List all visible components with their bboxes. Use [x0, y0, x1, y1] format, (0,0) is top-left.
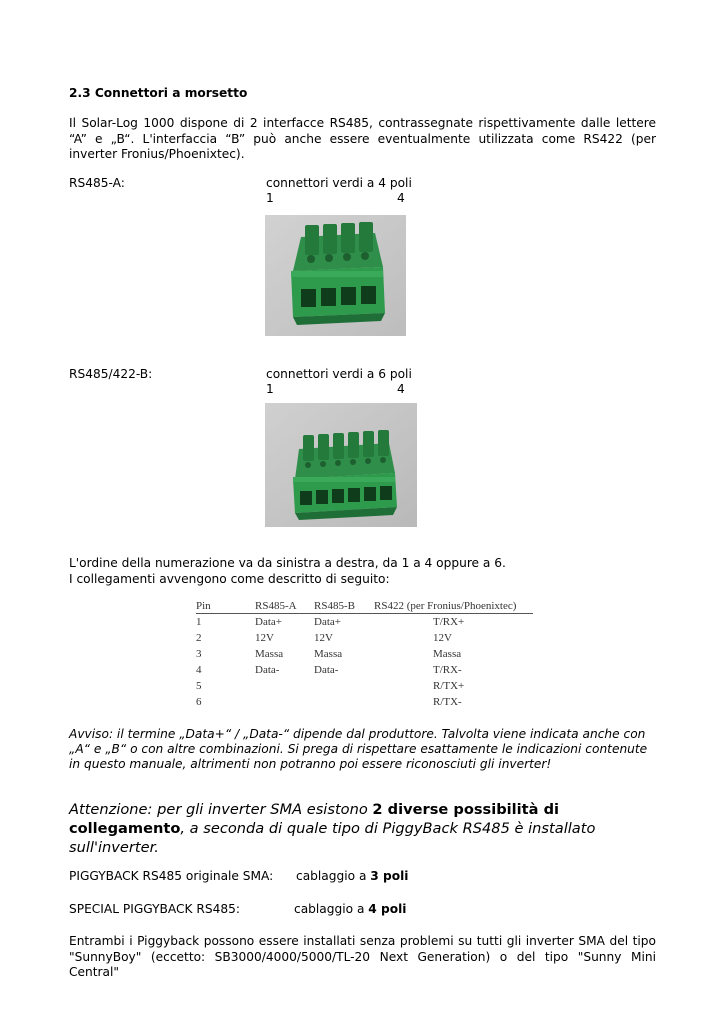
attention-bold-2: collegamento	[69, 820, 181, 837]
connector-a-photo	[265, 215, 406, 336]
table-cell: T/RX+	[433, 616, 465, 628]
table-cell: 12V	[433, 632, 452, 644]
piggyback-special-label: SPECIAL PIGGYBACK RS485:	[69, 902, 240, 916]
warning-line-3: in questo manuale, altrimenti non potranno poi essere riconosciuti gli inverter!	[69, 757, 552, 771]
table-cell: Data-	[255, 664, 280, 676]
table-cell: 4	[196, 664, 202, 676]
table-cell: Data-	[314, 664, 339, 676]
table-cell: Massa	[255, 648, 284, 660]
numbering-note: L'ordine della numerazione va da sinistra a destra, da 1 a 4 oppure a 6.	[69, 556, 506, 570]
piggyback-special-prefix: cablaggio a	[294, 902, 369, 916]
table-cell: Massa	[433, 648, 462, 660]
closing-paragraph: Entrambi i Piggyback possono essere installati senza problemi su tutti gli inverter SMA del tipo "SunnyBoy" (eccetto: SB3000/4000/5000/TL-20 Next Generation) o del tipo "Sunny Mini Central"	[69, 934, 656, 979]
table-row	[196, 616, 536, 632]
table-row	[196, 664, 536, 680]
piggyback-special-wiring	[294, 902, 406, 918]
connector-a-description: connettori verdi a 4 poli	[266, 176, 412, 190]
connector-a-pin-first: 1	[266, 191, 274, 205]
warning-line-2: „A“ e „B“ o con altre combinazioni. Si prega di rispettare esattamente le indicazioni contenute	[69, 742, 648, 756]
table-cell: 1	[196, 616, 202, 628]
connector-b-pin-last: 4	[397, 382, 405, 396]
connector-a-label: RS485-A:	[69, 176, 125, 190]
attention-text-2: , a seconda di quale tipo di PiggyBack RS485 è installato	[180, 820, 596, 837]
table-header-rs485-a: RS485-A	[255, 600, 297, 612]
piggyback-original-label: PIGGYBACK RS485 originale SMA:	[69, 869, 274, 883]
piggyback-original-prefix: cablaggio a	[296, 869, 371, 883]
table-row	[196, 696, 536, 712]
table-cell: Massa	[314, 648, 343, 660]
table-row	[196, 632, 536, 648]
green-6-pole-terminal-block-icon	[265, 403, 417, 527]
table-header-rule	[196, 613, 533, 614]
attention-bold-1: 2 diverse possibilità di	[372, 801, 560, 818]
table-cell: T/RX-	[433, 664, 462, 676]
table-header-rs485-b: RS485-B	[314, 600, 355, 612]
piggyback-original-wiring	[296, 869, 408, 885]
warning-line-1: Avviso: il termine „Data+“ / „Data-“ dipende dal produttore. Talvolta viene indicata anche con	[69, 727, 646, 741]
table-cell: 12V	[314, 632, 333, 644]
table-cell: Data+	[255, 616, 282, 628]
attention-text-1: Attenzione: per gli inverter SMA esistono	[69, 801, 373, 818]
table-cell: Data+	[314, 616, 341, 628]
section-title: 2.3 Connettori a morsetto	[69, 86, 248, 100]
table-row	[196, 680, 536, 696]
table-header-rs422: RS422 (per Fronius/Phoenixtec)	[374, 600, 517, 612]
table-cell: R/TX+	[433, 680, 465, 692]
table-cell: R/TX-	[433, 696, 462, 708]
pin-table	[196, 600, 536, 712]
connections-note: I collegamenti avvengono come descritto di seguito:	[69, 572, 390, 586]
connector-b-pin-first: 1	[266, 382, 274, 396]
table-cell: 5	[196, 680, 202, 692]
connector-b-photo	[265, 403, 417, 527]
intro-paragraph: Il Solar-Log 1000 dispone di 2 interfacce RS485, contrassegnate rispettivamente dalle lettere “A” e „B“. L'interfaccia “B” può anche essere eventualmente utilizzata come RS422 (per inverter Fronius/Phoenixtec).	[69, 116, 656, 161]
table-cell: 3	[196, 648, 202, 660]
table-row	[196, 648, 536, 664]
connector-b-label: RS485/422-B:	[69, 367, 153, 381]
piggyback-special-value: 4 poli	[368, 902, 407, 916]
attention-text-3: sull'inverter.	[69, 839, 159, 856]
green-4-pole-terminal-block-icon	[265, 215, 406, 336]
connector-a-pin-last: 4	[397, 191, 405, 205]
table-header-pin: Pin	[196, 600, 211, 612]
connector-b-description: connettori verdi a 6 poli	[266, 367, 412, 381]
table-cell: 6	[196, 696, 202, 708]
piggyback-original-value: 3 poli	[370, 869, 409, 883]
attention-note	[69, 800, 669, 857]
table-cell: 12V	[255, 632, 274, 644]
table-cell: 2	[196, 632, 202, 644]
